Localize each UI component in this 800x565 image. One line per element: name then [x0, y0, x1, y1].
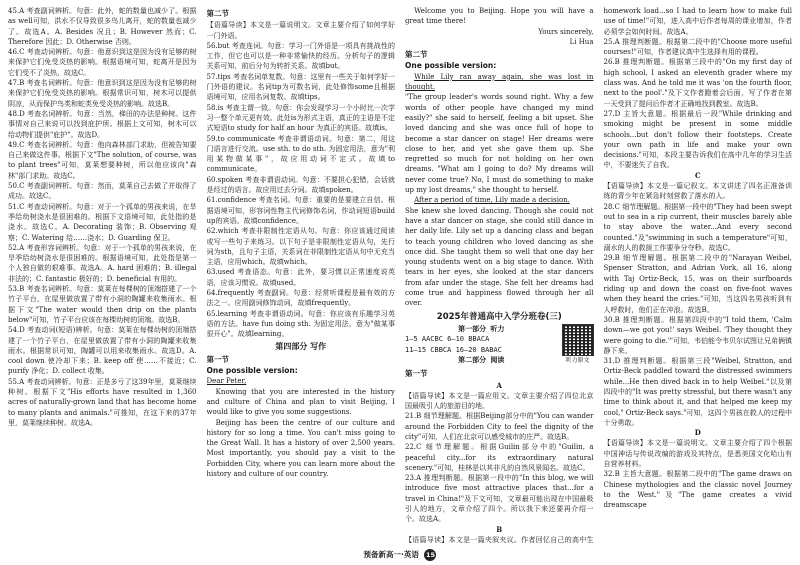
letter-paragraph: Welcome you to Beijing. Hope you will have a great time there!: [405, 7, 594, 26]
qr-caption: 听力原文: [565, 356, 590, 364]
answer-item: 49.C 考查名词辨析。句意：他向森林部门求助，但被告知要自己来做这件事。根据下文"The solution, of course, was to plant trees"可知，莫莱想要种树，所以他应该向"森林"部门求助。故选C。: [8, 140, 197, 180]
answer-item: 47.B 考查名词辨析。句意：他意识到这是因为没有足够的树来保护它们免受炎热的影响。根据常识可知，树木可以提供阴凉，从而保护鸟类和蛇类免受炎热的影响。故选B。: [8, 79, 197, 108]
passage-guide: 【语篇导读】本文是一篇夹叙夹议。作者回忆自己的高中生: [405, 535, 594, 544]
column-2: [207, 6, 396, 546]
answer-item: 54.D 考查动词(短语)辨析。句意：莫莱在每棵幼树的顶端搭建了一个竹子平台，在屋里做放置了带有小洞的陶罐来收集雨水。根据常识可知，陶罐可以用来收集雨水。故选D。A. cool down 使冷却下来；B. keep off 使……不接近；C. purify 净化；D. collect 收集。: [8, 326, 197, 376]
answer-item: 62.which 考查非限制性定语从句。句意：你应该通过阅读或写一些句子来练习。以下句子是非限制性定语从句，先行词为sth，且句子主语，关系词在非限制性定语从句中无充当主语，应用which。故填which。: [206, 227, 395, 267]
answer-line: 11—15 CBBCA 16—20 BABAC: [405, 345, 502, 354]
section-label: 第一节: [206, 354, 229, 364]
continuation-lead: After a period of time, Lily made a decision.: [414, 196, 570, 205]
passage-label: B: [496, 524, 503, 534]
answer-item: 27.D 主旨大意题。根据最后一段"While drinking and smoking might be present in some middle schools...but don't follow their footsteps. Create your own path in life and make your own decisions."可知，本段主要告诉我们在高中几年的学习生活中，不要迷失了自我。: [603, 109, 792, 170]
qr-code-icon[interactable]: [562, 324, 594, 356]
answer-item: homework load...so I had to learn how to make full use of time!"可知，进入高中后作者每周的课业增加，作者必须学会如何时间。故选A。: [603, 7, 792, 36]
letter-signature: Li Hua: [569, 37, 594, 46]
listening-answers: [405, 324, 594, 366]
answer-item: 22.C 细节理解题。根据Guilin部分中的"Guilin, a peaceful city...for its extraordinary natural scenery."可知，桂林是以其非凡的自然风景闻名。故选C。: [405, 443, 594, 472]
column-3: [405, 6, 594, 546]
version-label: One possible version:: [405, 61, 497, 71]
answer-item: 60.spoken 考查非谓语动词。句意：不要担心犯错，会话就是经过的语言。故应用过去分词。故填spoken。: [206, 175, 395, 195]
letter-paragraph: Beijing has been the centre of our culture and history for so long a time. You can't miss going to the Great Wall. It has a history of over 2,500 years. Most importantly, you should pay a visit to the Forbidden City, where you can learn more about the history and culture of our country.: [206, 418, 395, 479]
qr-code-block: [562, 324, 594, 366]
story-paragraph: "The group leader's words sound right. Why a few words of other people have changed my mind easily?" she said to herself, feeling a bit upset. She loved dancing and she was once full of hope to become a star dancer on stage! Her dreams were close to her, and yet she gave them up. She regretted so much for not holding on her own dreams. "What am I going to do? My dreams will never come true? No, I must do something to make up my lost dreams," she thought to herself.: [405, 93, 594, 195]
answer-item: 53.B 考查名词辨析。句意：莫莱在每棵树的顶端搭建了一个竹子平台，在屋里做放置了带有小洞的陶罐来收集雨水。根据下文"The water would then drip on the plants below"可知，竹子平台应该在每棵幼树的顶端。故选B。: [8, 285, 197, 324]
answer-item: 46.C 考查动词辨析。句意：他意识到这是因为没有足够的树来保护它们免受炎热的影响。根据语境可知，蛇离开是因为它们受不了炎热，故选C。: [8, 48, 197, 77]
answer-item: 30.B 推理判断题。根据第四段中的"I told them, 'Calm down—we got you!' says Weibel. 'They thought they were going to die.'"可知，韦伯能令韦贝尔试图让兄弟俩镇静下来。: [603, 315, 792, 355]
letter-paragraph: Knowing that you are interested in the history and culture of China and plan to visit Beijing, I would like to give you some suggestions.: [206, 387, 395, 417]
passage-label: C: [694, 170, 701, 180]
answer-line: 1—5 AACBC 6—10 BBACA: [405, 335, 490, 344]
answer-item: 31.D 推理判断题。根据第三段"Weibel, Stratton, and Ortiz-Beck paddled toward the distressed swimmers while...He then dived back in to help Weibel."以及第四段中的"It was pretty stressful, but there wasn't any time to think about it, and that helped me keep my cool," Ortiz-Beck says."可知，这四个男孩在救人的过程中十分勇敢。: [603, 357, 792, 427]
passage-label: A: [496, 380, 502, 390]
answer-key: [405, 324, 558, 366]
page-number: 15: [425, 551, 435, 559]
answer-item: 25.A 推理判断题。根据第二段中的"Choose more useful courses!"可知，作者建议高中生选择有用的课程。: [603, 37, 792, 57]
answer-item: 58.is 考查主谓一致。句意：你会发现学习一个小时比一次学习一整个单元更有效。此处is为形式主语，真正的主语是不定式短语to study for half an hour 为真正的宾语。故填is。: [206, 103, 395, 133]
answer-item: 51.C 考查动词辨析。句意：对于一个孤单的男孩来说，在旱季给幼树浇水是很困难的。根据下文语境可知，此处指的是浇水。故选C。A. Decorating 装饰；B. Observing 观察；C. Watering 给……浇水；D. Guarding 保卫。: [8, 202, 197, 242]
answer-item: 26.B 推理判断题。根据第三段中的"On my first day of high school, I asked an eleventh grader where my class was. And he told me it was 'on the fourth floor, next to the pool'."及下文作者蹬着会后面，写了作者在第一天受到了提问后作者才正确地找到教室。故选B。: [603, 58, 792, 108]
answer-item: 56.but 考查连词。句意：学习一门外语是一项具有挑战性的工作，但它也可以是一种非常愉快的经历。分析句子的逻辑关系可知，前后分句为转折关系。故填but。: [206, 41, 395, 71]
passage-guide: 【语篇导读】本文是一篇应用文。文章主要介绍了四位北京国最吸引人的旅游目的地。: [405, 391, 594, 411]
answer-item: 65.learning 考查非谓语动词。句意：你应该有乐趣学习英语的方法。have fun doing sth. 为固定用法，意为"做某事很开心"。故填learning。: [206, 309, 395, 339]
answer-item: 50.C 考查副词辨析。句意：然而，莫莱自己去做了并取得了成功。故选C。: [8, 182, 197, 201]
answer-item: 63.used 考查语态。句意：此外，要习惯以正常速度说英语，应该习惯说。故填used。: [206, 268, 395, 287]
exam-title: 2025年普通高中入学分班卷(三): [436, 311, 562, 322]
column-1: [8, 6, 197, 546]
answer-item: 52.A 考查形容词辨析。句意：对于一个孤单的男孩来说，在旱季给幼树浇水是很困难的。根据语境可知，此处指是第一个人独自做的艰难事。故选A。A. hard 困难的；B. illegal 非法的；C. fantastic 极好的；D. beneficial 有用的。: [8, 243, 197, 283]
story-paragraph: She knew she loved dancing. Though she could not have a star dancer on stage, she could still dance in her daily life. Lily set up a dancing class and began to teach young children who loved dancing as she once did. She taught them so well that one day her young students went on a big stage to dance. With tears in her eyes, she looked at the star dancers from afar under the stage. She felt her dreams had come true and happiness flowed through her all over.: [405, 206, 594, 308]
passage-label: D: [694, 428, 701, 438]
section-label: 第二节: [206, 9, 229, 18]
version-label: One possible version:: [206, 366, 298, 376]
page-footer: [0, 549, 800, 561]
answer-item: 64.frequently 考查副词。句意：经常听课程是最有效的方法之一。应用副词修饰动词，故填frequently。: [206, 289, 395, 308]
answer-item: 28.C 细节理解题。根据第一段中的"They had been swept out to sea in a rip current, their muscles barely able to stay above the water...And every second counted."及"swimming in such a temperature"可知，溺水的人的救援工作要争分夺秒。故选C。: [603, 202, 792, 252]
part-heading: 第一部分 听力: [458, 324, 505, 333]
answer-item: 32.B 主旨大意题。根据第二段中的"The game draws on Chinese mythologies and the classic novel Journey to the West."及"The game creates a vivid dreamscape: [603, 470, 792, 510]
answer-item: 29.B 细节理解题。根据第二段中的"Narayan Weibel, Spenser Stratton, and Adrian Vork, all 16, along with Taj Ortiz-Beck, 15, was on their surfboards riding up and down the coast on five-foot waves when they heard the cries."可知，当这四名男孩听到有人呼救时，他们正在冲浪。故选B。: [603, 254, 792, 314]
passage-guide: 【语篇导读】本文是一篇记叙文。本文讲述了四名正准备训练的青少年在紧急时刻营救了落水的人。: [603, 182, 792, 201]
section-label: 第一节: [405, 369, 428, 379]
continuation-lead: While Lily ran away again, she was lost in thought.: [405, 72, 594, 92]
letter-salutation: Dear Peter,: [206, 377, 247, 386]
letter-closing: Yours sincerely,: [538, 27, 594, 36]
answer-item: 23.A 推理判断题。根据第一段中的"In this blog, we will introduce five most attractive places that...for a travel in China!"及下文可知，文章最可能出现在中国最吸引人的地方，文章介绍了四个。所以我下来还要再介绍一个。故选A。: [405, 474, 594, 524]
answer-item: 61.confidence 考查名词。句意：重要的是要建立自信。根据语境可知，形容词性物主代词修饰名词，作动词短语build up的宾语。故填confidence。: [206, 196, 395, 225]
passage-guide: 【语篇导读】本文是一篇说明文。文章主要介绍了如何学好一门外语。: [206, 21, 395, 40]
answer-item: 45.A 考查副词辨析。句意：此外，蛇的数量也减少了。根据as well可知，洪水不仅导致很多鸟儿离开，蛇的数量也减少了。故选A。A. Besides 况且；B. However 然而；C. Therefore 因此；D. Otherwise 否则。: [8, 7, 197, 46]
answer-item: 59.to communicate 考查非谓语动词。句意：第二，用这门语言进行交流。use sth. to do sth. 为固定用法，意为"利用某物做某事"，故应用动词不定式。故填to communicate。: [206, 134, 395, 174]
section-label: 第二节: [405, 50, 428, 60]
answer-item: 55.A 考查动词辨析。句意：正是多亏了这39年里，莫莱继续种树。根据下文"His efforts have resulted in 1,360 acres of naturally-grown land that has become home to many plants and animals."可推知，在这下来的37年里，莫莱继续种树。故选A。: [8, 377, 197, 427]
passage-guide: 【语篇导读】本文是一篇说明文。文章主要介绍了四个根据中国神话与传说改编的游戏及其特点，是悉美国文化哈山有自营养材料。: [603, 439, 792, 469]
part-heading: 第四部分 写作: [275, 341, 327, 351]
column-4: [604, 6, 793, 546]
part-heading: 第二部分 阅读: [458, 356, 505, 365]
answer-item: 57.tips 考查名词单复数。句意：这里有一些关于如何学好一门外语的建议。名词tip为可数名词，此处修饰some且根据语境可知，应用名词复数。故填tips。: [206, 72, 395, 102]
answer-item: 48.D 考查名词辨析。句意：当然，梯田的办法是种树。这件事情对自己来说可以找到庇护所。根据上文可知，树木可以给动物们提供"庇护"。故选D。: [8, 109, 197, 139]
footer-title: 预备新高一·英语: [363, 550, 419, 559]
answer-item: 21.B 细节理解题。根据Beijing部分中的"You can wander around the Forbidden City to feel the dignity of the city"可知，人们在北京可以感受城市的庄严。故选B。: [405, 412, 594, 441]
